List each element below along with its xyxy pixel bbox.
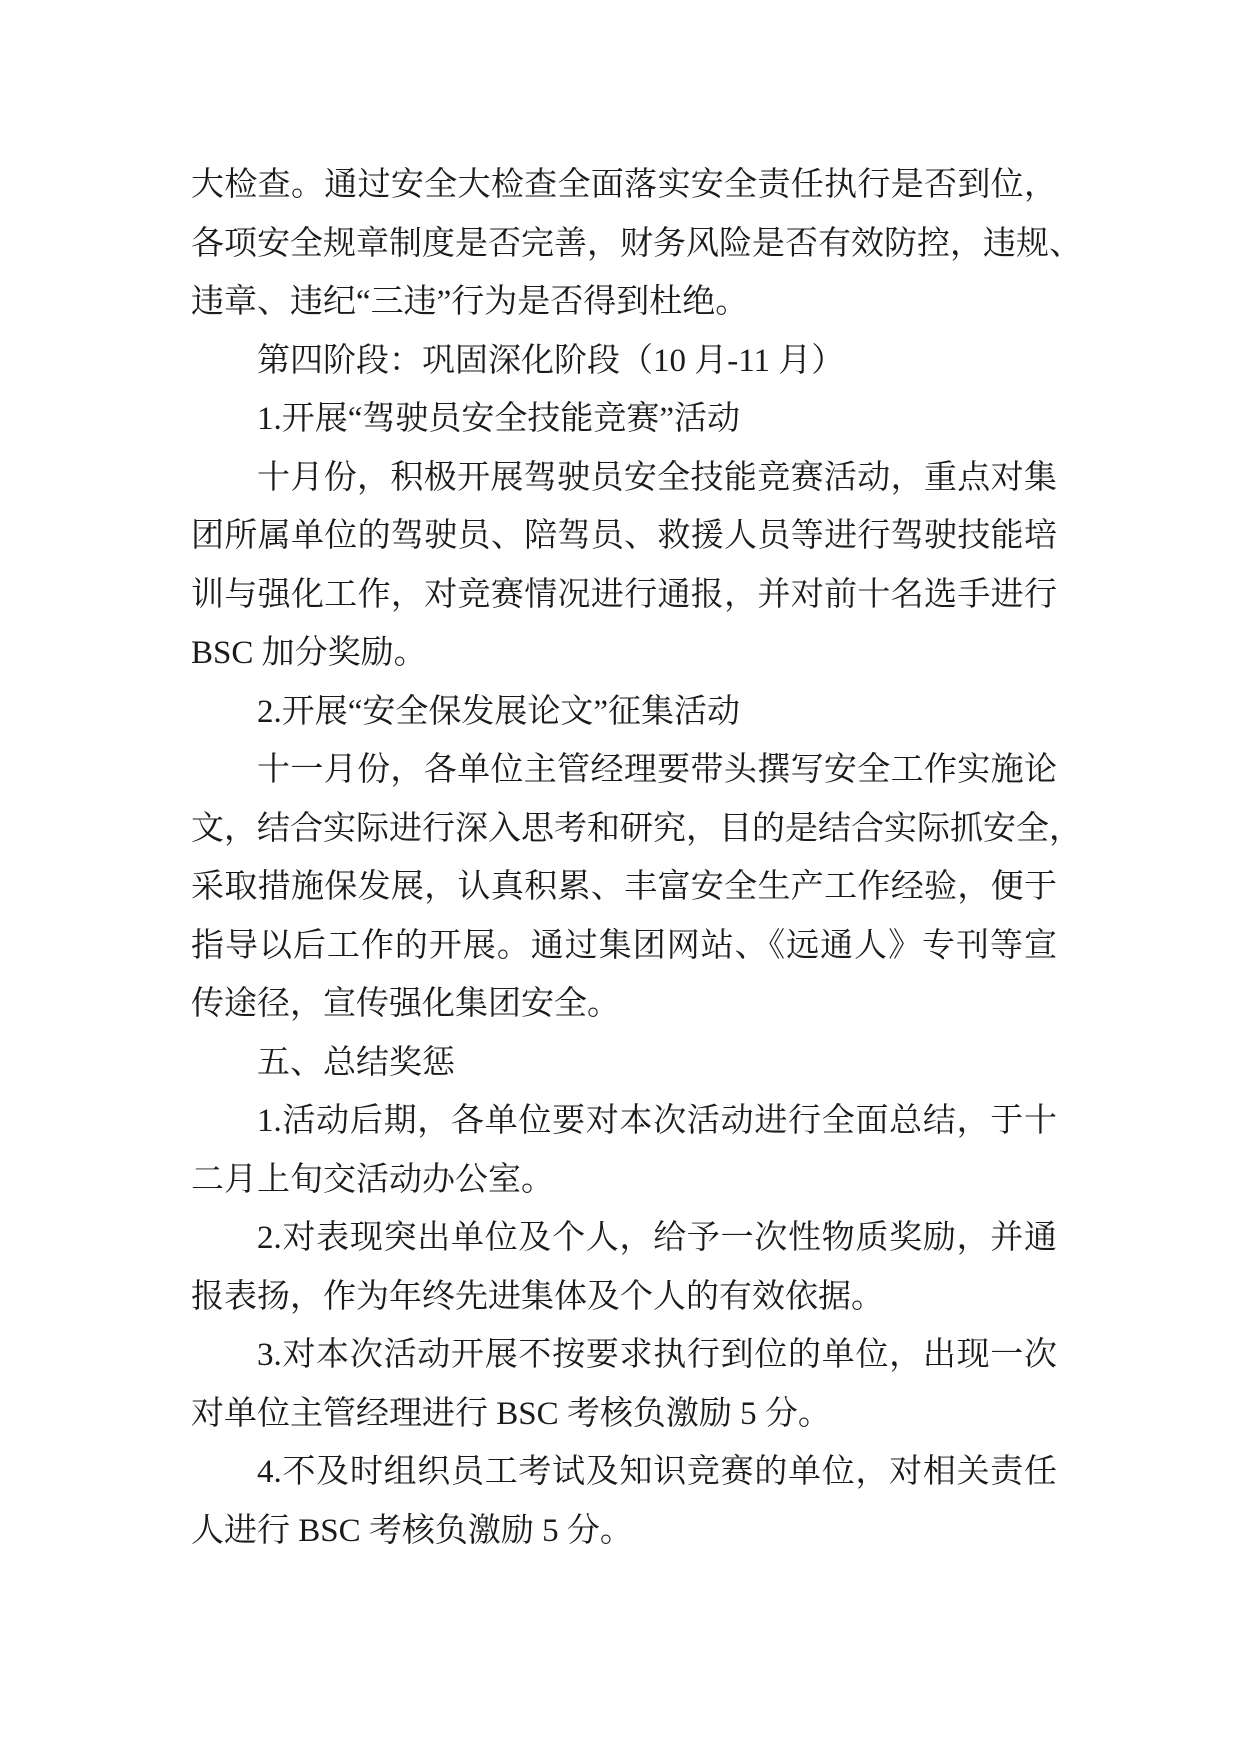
phase-heading-text: 第四阶段：巩固深化阶段（10 月-11 月） <box>257 342 845 379</box>
list-item <box>191 1326 1057 1443</box>
phase-heading <box>191 332 1057 391</box>
text-line: 指导以后工作的开展。通过集团网站、《远通人》专刊等宣 <box>191 927 1057 964</box>
text-line: 对单位主管经理进行 BSC 考核负激励 5 分。 <box>191 1395 831 1432</box>
text-line: 十月份，积极开展驾驶员安全技能竞赛活动，重点对集 <box>257 459 1057 496</box>
text-line: 采取措施保发展，认真积累、丰富安全生产工作经验，便于 <box>191 869 1057 905</box>
text-line: 团所属单位的驾驶员、陪驾员、救援人员等进行驾驶技能培 <box>191 518 1057 554</box>
paragraph <box>191 449 1057 683</box>
activity-heading-text: 1.开展“驾驶员安全技能竞赛”活动 <box>257 401 741 437</box>
text-line: BSC 加分奖励。 <box>191 635 427 671</box>
text-line: 4.不及时组织员工考试及知识竞赛的单位，对相关责任 <box>257 1454 1057 1490</box>
text-line: 违章、违纪“三违”行为是否得到杜绝。 <box>191 284 749 320</box>
text-line: 报表扬，作为年终先进集体及个人的有效依据。 <box>191 1278 884 1315</box>
paragraph-continued <box>191 156 1082 332</box>
text-line: 1.活动后期，各单位要对本次活动进行全面总结，于十 <box>257 1103 1057 1139</box>
list-item <box>191 1092 1057 1209</box>
activity-heading <box>191 390 1057 449</box>
text-line: 训与强化工作，对竞赛情况进行通报，并对前十名选手进行 <box>191 576 1057 613</box>
text-line: 文，结合实际进行深入思考和研究，目的是结合实际抓安全， <box>191 810 1082 847</box>
paragraph <box>191 741 1082 1034</box>
text-line: 2.对表现突出单位及个人，给予一次性物质奖励，并通 <box>257 1220 1057 1256</box>
list-item <box>191 1443 1057 1560</box>
section-heading <box>191 1034 1057 1093</box>
activity-heading-text: 2.开展“安全保发展论文”征集活动 <box>257 693 741 730</box>
text-line: 人进行 BSC 考核负激励 5 分。 <box>191 1512 633 1549</box>
section-heading-text: 五、总结奖惩 <box>257 1044 455 1081</box>
text-line: 3.对本次活动开展不按要求执行到位的单位，出现一次 <box>257 1337 1057 1373</box>
text-line: 十一月份，各单位主管经理要带头撰写安全工作实施论 <box>257 752 1057 788</box>
list-item <box>191 1209 1057 1326</box>
activity-heading <box>191 683 1057 742</box>
text-line: 传途径，宣传强化集团安全。 <box>191 986 620 1022</box>
text-line: 大检查。通过安全大检查全面落实安全责任执行是否到位， <box>191 167 1057 203</box>
text-line: 二月上旬交活动办公室。 <box>191 1161 554 1198</box>
document-body <box>191 156 1082 1560</box>
text-line: 各项安全规章制度是否完善，财务风险是否有效防控，违规、 <box>191 225 1082 262</box>
